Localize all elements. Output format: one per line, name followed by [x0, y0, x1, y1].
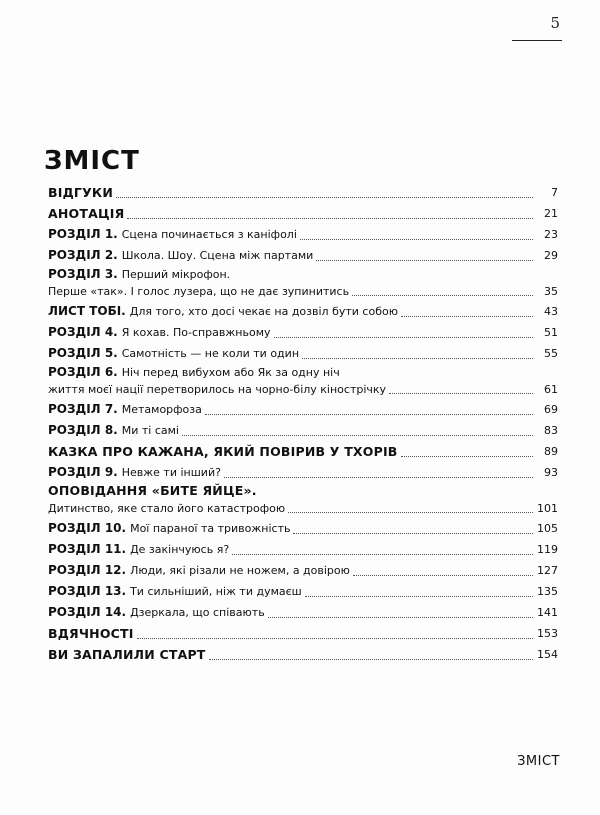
- toc-entry-title: Невже ти інший?: [121, 466, 221, 479]
- page-title: ЗМІСТ: [44, 146, 140, 176]
- toc-entry-title: Метаморфоза: [121, 403, 202, 416]
- toc-entry-page: 141: [537, 606, 558, 619]
- toc-entry: [48, 399, 558, 420]
- dot-leader: [353, 575, 533, 576]
- dot-leader: [137, 638, 533, 639]
- toc-entry-title: Для того, хто досі чекає на дозвіл бути собою: [129, 305, 398, 318]
- toc-entry: [48, 301, 558, 322]
- toc-entry: [48, 322, 558, 343]
- toc-entry-page: 119: [537, 543, 558, 556]
- toc-entry-label: РОЗДІЛ 6.: [48, 365, 118, 379]
- toc-entry-label: РОЗДІЛ 13.: [48, 584, 127, 598]
- toc-entry: [48, 539, 558, 560]
- dot-leader: [232, 554, 533, 555]
- toc-entry: [48, 560, 558, 581]
- table-of-contents: [48, 182, 558, 665]
- dot-leader: [293, 533, 533, 534]
- toc-entry-label: РОЗДІЛ 9.: [48, 465, 118, 479]
- toc-entry: [48, 483, 558, 518]
- dot-leader: [302, 358, 533, 359]
- dot-leader: [127, 218, 533, 219]
- toc-entry: [48, 441, 558, 462]
- toc-entry-label: РОЗДІЛ 4.: [48, 325, 118, 339]
- dot-leader: [182, 435, 533, 436]
- toc-entry-page: 101: [537, 502, 558, 515]
- toc-entry: [48, 581, 558, 602]
- toc-entry-title: Мої параної та тривожність: [130, 522, 291, 535]
- dot-leader: [401, 316, 533, 317]
- toc-entry: [48, 343, 558, 364]
- toc-entry-label: РОЗДІЛ 12.: [48, 563, 127, 577]
- toc-entry-title: Перший мікрофон.: [121, 268, 231, 281]
- dot-leader: [274, 337, 533, 338]
- toc-entry-page: 7: [551, 186, 558, 199]
- toc-entry-page: 23: [544, 228, 558, 241]
- toc-entry-title-cont: Дитинство, яке стало його катастрофою: [48, 502, 286, 515]
- toc-entry: [48, 203, 558, 224]
- toc-entry-label: РОЗДІЛ 11.: [48, 542, 127, 556]
- toc-entry-page: 55: [544, 347, 558, 360]
- toc-entry: [48, 266, 558, 301]
- toc-entry-page: 43: [544, 305, 558, 318]
- toc-entry-label: ВИ ЗАПАЛИЛИ СТАРТ: [48, 647, 206, 662]
- toc-entry-page: 69: [544, 403, 558, 416]
- toc-entry-title-cont: Перше «так». І голос лузера, що не дає зупинитись: [48, 285, 350, 298]
- dot-leader: [288, 512, 533, 513]
- toc-entry: [48, 245, 558, 266]
- toc-entry-page: 93: [544, 466, 558, 479]
- toc-entry-page: 154: [537, 648, 558, 661]
- dot-leader: [316, 260, 533, 261]
- toc-entry-page: 61: [544, 383, 558, 396]
- toc-entry-title: Школа. Шоу. Сцена між партами: [121, 249, 314, 262]
- toc-entry-title: Дзеркала, що співають: [130, 606, 265, 619]
- toc-entry: [48, 602, 558, 623]
- toc-entry-page: 127: [537, 564, 558, 577]
- dot-leader: [305, 596, 533, 597]
- dot-leader: [401, 456, 533, 457]
- toc-entry: [48, 420, 558, 441]
- dot-leader: [268, 617, 533, 618]
- toc-entry: [48, 644, 558, 665]
- toc-entry-page: 89: [544, 445, 558, 458]
- toc-entry-title: Ти сильніший, ніж ти думаєш: [130, 585, 302, 598]
- toc-entry-title: Я кохав. По-справжньому: [121, 326, 271, 339]
- dot-leader: [389, 393, 533, 394]
- header-rule: [512, 40, 562, 41]
- toc-entry-label: РОЗДІЛ 3.: [48, 267, 118, 281]
- toc-entry-label: РОЗДІЛ 8.: [48, 423, 118, 437]
- toc-entry-label: ОПОВІДАННЯ «БИТЕ ЯЙЦЕ».: [48, 483, 257, 498]
- toc-entry-label: ВІДГУКИ: [48, 185, 113, 200]
- toc-entry-page: 83: [544, 424, 558, 437]
- toc-entry-page: 153: [537, 627, 558, 640]
- toc-entry-label: КАЗКА ПРО КАЖАНА, ЯКИЙ ПОВІРИВ У ТХОРІВ: [48, 444, 398, 459]
- toc-entry-page: 135: [537, 585, 558, 598]
- toc-entry-page: 51: [544, 326, 558, 339]
- toc-entry: [48, 623, 558, 644]
- toc-entry: [48, 462, 558, 483]
- toc-entry-label: ЛИСТ ТОБІ.: [48, 304, 126, 318]
- toc-entry-title: Ніч перед вибухом або Як за одну ніч: [121, 366, 340, 379]
- toc-entry-title-cont: життя моєї нації перетворилось на чорно-білу кінострічку: [48, 383, 387, 396]
- running-footer: ЗМІСТ: [517, 754, 560, 769]
- toc-entry-label: РОЗДІЛ 10.: [48, 521, 127, 535]
- toc-entry-title: Де закінчуюсь я?: [130, 543, 230, 556]
- toc-entry-label: АНОТАЦІЯ: [48, 206, 125, 221]
- toc-entry-label: РОЗДІЛ 1.: [48, 227, 118, 241]
- toc-entry: [48, 182, 558, 203]
- toc-entry-page: 29: [544, 249, 558, 262]
- toc-entry-title: Сцена починається з каніфолі: [121, 228, 297, 241]
- toc-entry: [48, 364, 558, 399]
- dot-leader: [224, 477, 533, 478]
- toc-entry-page: 105: [537, 522, 558, 535]
- toc-entry-page: 35: [544, 285, 558, 298]
- toc-entry: [48, 518, 558, 539]
- toc-entry-label: РОЗДІЛ 7.: [48, 402, 118, 416]
- toc-entry-page: 21: [544, 207, 558, 220]
- toc-entry-label: РОЗДІЛ 5.: [48, 346, 118, 360]
- toc-entry-title: Самотність — не коли ти один: [121, 347, 300, 360]
- dot-leader: [205, 414, 533, 415]
- dot-leader: [209, 659, 533, 660]
- toc-entry-label: РОЗДІЛ 14.: [48, 605, 127, 619]
- toc-entry-title: Люди, які різали не ножем, а довірою: [130, 564, 350, 577]
- toc-entry: [48, 224, 558, 245]
- dot-leader: [116, 197, 533, 198]
- toc-entry-title: Ми ті самі: [121, 424, 179, 437]
- toc-entry-label: РОЗДІЛ 2.: [48, 248, 118, 262]
- page-number: 5: [550, 14, 560, 32]
- toc-entry-label: ВДЯЧНОСТІ: [48, 626, 134, 641]
- dot-leader: [352, 295, 533, 296]
- dot-leader: [300, 239, 533, 240]
